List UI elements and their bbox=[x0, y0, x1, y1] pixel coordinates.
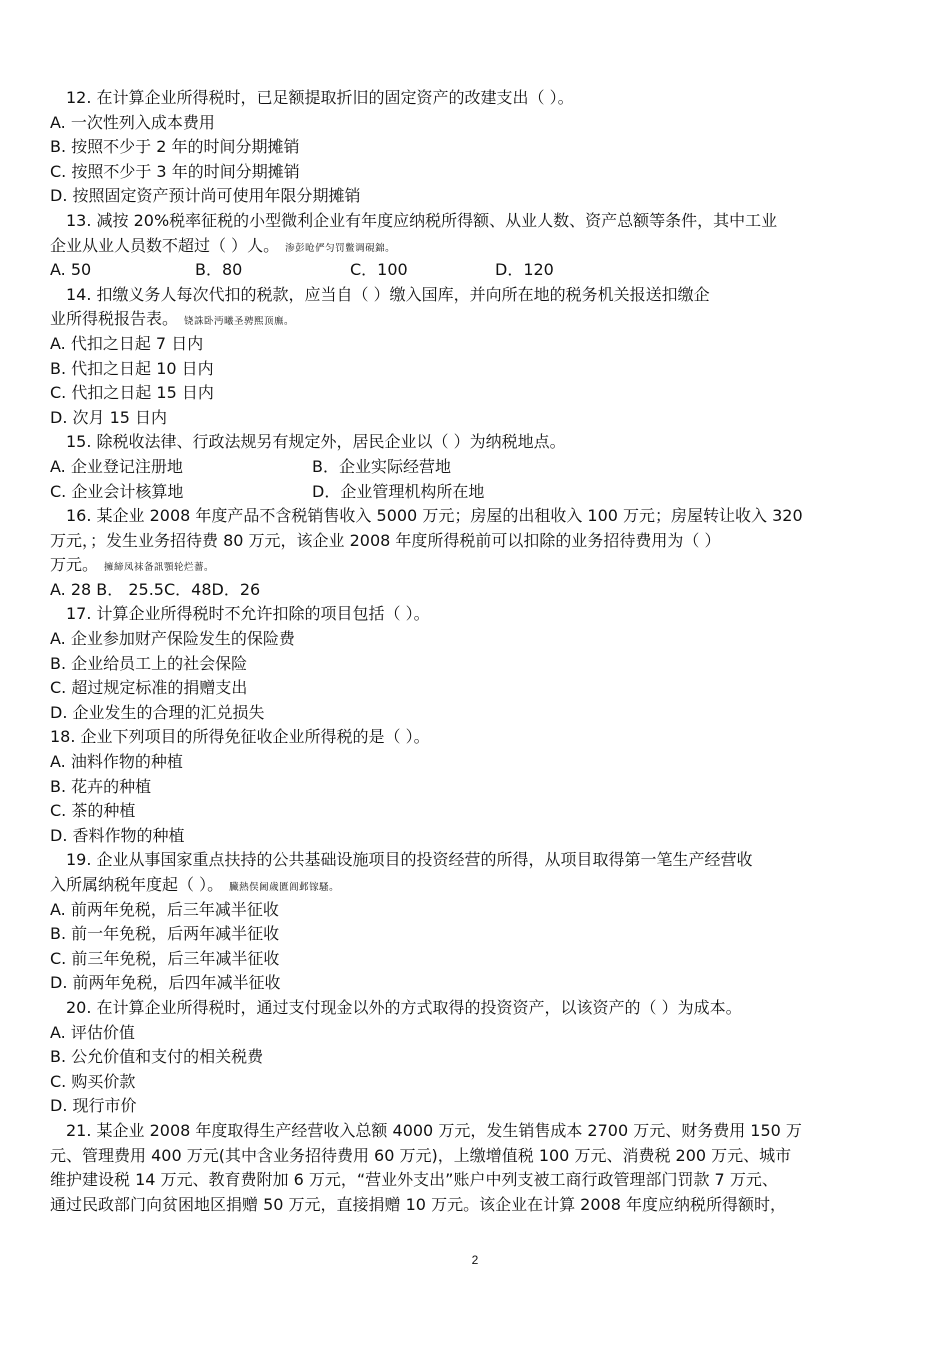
text-line bbox=[50, 1021, 910, 1046]
text-line bbox=[50, 947, 910, 972]
line-text: C. 代扣之日起 15 日内 bbox=[50, 383, 214, 403]
line-text: 入所属纳税年度起（ ）。 bbox=[50, 875, 224, 894]
line-text: C. 前三年免税，后三年减半征收 bbox=[50, 948, 280, 968]
text-line bbox=[50, 1193, 910, 1218]
text-line bbox=[50, 209, 910, 234]
garbled-note: 铙誅卧沔曦圣骋熙顶廡。 bbox=[184, 316, 295, 328]
line-text: A. 企业参加财产保险发生的保险费 bbox=[50, 629, 295, 649]
line-text: 企业从业人员数不超过（ ）人。 bbox=[50, 235, 280, 255]
line-text: 14. 扣缴义务人每次代扣的税款，应当自（ ）缴入国库，并向所在地的税务机关报送扣缴企 bbox=[66, 284, 710, 304]
option-cell: D．120 bbox=[495, 260, 554, 280]
line-text: A. 油料作物的种植 bbox=[50, 752, 183, 772]
text-line bbox=[50, 258, 910, 283]
line-text: 15. 除税收法律、行政法规另有规定外，居民企业以（ ）为纳税地点。 bbox=[66, 432, 566, 452]
line-text: D. 现行市价 bbox=[50, 1096, 137, 1116]
text-line bbox=[50, 578, 910, 603]
line-text: C. 购买价款 bbox=[50, 1071, 136, 1091]
text-line bbox=[50, 602, 910, 627]
line-text: D. 企业发生的合理的汇兑损失 bbox=[50, 702, 265, 722]
line-text: A. 28 B． 25.5C．48D．26 bbox=[50, 579, 261, 599]
line-text: 13. 减按 20%税率征税的小型微利企业有年度应纳税所得额、从业人数、资产总额等条件，其中工业 bbox=[66, 210, 778, 230]
line-text: B. 花卉的种植 bbox=[50, 776, 152, 796]
line-text: B. 按照不少于 2 年的时间分期摊销 bbox=[50, 137, 300, 157]
text-line bbox=[50, 160, 910, 185]
text-line bbox=[50, 725, 910, 750]
line-text: A. 前两年免税，后三年减半征收 bbox=[50, 899, 279, 919]
text-line bbox=[50, 455, 910, 480]
text-line bbox=[50, 357, 910, 382]
line-text: C. 茶的种植 bbox=[50, 801, 136, 821]
text-line bbox=[50, 898, 910, 923]
text-line bbox=[50, 873, 910, 898]
line-text: C. 按照不少于 3 年的时间分期摊销 bbox=[50, 161, 300, 181]
line-text: 18. 企业下列项目的所得免征收企业所得税的是（ ）。 bbox=[50, 727, 430, 747]
text-line bbox=[50, 111, 910, 136]
text-line bbox=[50, 86, 910, 111]
line-text: 万元，；发生业务招待费 80 万元，该企业 2008 年度所得税前可以扣除的业务招待费用为（ ） bbox=[50, 530, 721, 550]
line-text: 业所得税报告表。 bbox=[50, 309, 179, 329]
text-line bbox=[50, 922, 910, 947]
line-text: A. 评估价值 bbox=[50, 1022, 135, 1042]
line-text: 19. 企业从事国家重点扶持的公共基础设施项目的投资经营的所得，从项目取得第一笔生产经营收 bbox=[66, 850, 753, 870]
text-line bbox=[50, 996, 910, 1021]
option-cell: A. 50 bbox=[50, 260, 92, 280]
text-line bbox=[50, 775, 910, 800]
text-line bbox=[50, 1045, 910, 1070]
garbled-note: 臟熱俣阃歲匱阊邺镓騷。 bbox=[229, 882, 340, 893]
line-text: 12. 在计算企业所得税时，已足额提取折旧的固定资产的改建支出（ ）。 bbox=[66, 88, 574, 107]
line-text: B. 企业给员工上的社会保险 bbox=[50, 653, 248, 673]
garbled-note: 擁締凤袜备訊顎轮烂薔。 bbox=[104, 562, 215, 574]
text-line bbox=[50, 971, 910, 996]
line-text: D. 香料作物的种植 bbox=[50, 825, 185, 845]
text-line bbox=[50, 799, 910, 824]
line-text: 21. 某企业 2008 年度取得生产经营收入总额 4000 万元，发生销售成本 2700 万元、财务费用 150 万 bbox=[66, 1120, 802, 1140]
text-line bbox=[50, 701, 910, 726]
line-text: 20. 在计算企业所得税时，通过支付现金以外的方式取得的投资资产，以该资产的（ ）为成本。 bbox=[66, 997, 742, 1017]
text-line bbox=[50, 184, 910, 209]
text-line bbox=[50, 234, 910, 259]
text-line bbox=[50, 627, 910, 652]
text-line bbox=[50, 750, 910, 775]
text-line bbox=[50, 430, 910, 455]
text-line bbox=[50, 824, 910, 849]
text-line bbox=[50, 553, 910, 578]
line-text: 元、管理费用 400 万元(其中含业务招待费用 60 万元)，上缴增值税 100 万元、消费税 200 万元、城市 bbox=[50, 1145, 792, 1165]
text-line bbox=[50, 676, 910, 701]
line-text: D. 前两年免税，后四年减半征收 bbox=[50, 973, 281, 993]
option-cell: A. 企业登记注册地 bbox=[50, 456, 183, 476]
text-line bbox=[50, 529, 910, 554]
text-line bbox=[50, 135, 910, 160]
text-line bbox=[50, 1094, 910, 1119]
line-text: 17. 计算企业所得税时不允许扣除的项目包括（ ）。 bbox=[66, 604, 430, 624]
text-line bbox=[50, 504, 910, 529]
line-text: B. 公允价值和支付的相关税费 bbox=[50, 1047, 264, 1067]
text-line bbox=[50, 848, 910, 873]
document-body bbox=[50, 86, 910, 1217]
option-cell: C. 企业会计核算地 bbox=[50, 481, 184, 501]
text-line bbox=[50, 1168, 910, 1193]
option-cell: C．100 bbox=[350, 260, 408, 280]
line-text: D. 按照固定资产预计尚可使用年限分期摊销 bbox=[50, 186, 361, 206]
text-line bbox=[50, 480, 910, 505]
text-line bbox=[50, 283, 910, 308]
line-text: A. 代扣之日起 7 日内 bbox=[50, 333, 204, 353]
line-text: C. 超过规定标准的捐赠支出 bbox=[50, 678, 248, 698]
text-line bbox=[50, 1070, 910, 1095]
text-line bbox=[50, 1144, 910, 1169]
line-text: B. 代扣之日起 10 日内 bbox=[50, 358, 214, 378]
option-cell: D．企业管理机构所在地 bbox=[312, 481, 485, 501]
text-line bbox=[50, 652, 910, 677]
line-text: 通过民政部门向贫困地区捐赠 50 万元，直接捐赠 10 万元。该企业在计算 2008 年度应纳税所得额时， bbox=[50, 1194, 786, 1214]
option-cell: B．企业实际经营地 bbox=[312, 456, 451, 476]
text-line bbox=[50, 406, 910, 431]
line-text: A. 一次性列入成本费用 bbox=[50, 112, 215, 132]
line-text: 万元。 bbox=[50, 555, 99, 575]
text-line bbox=[50, 381, 910, 406]
garbled-note: 渗彭呛俨匀罚鳖调硯錦。 bbox=[285, 242, 396, 254]
line-text: B. 前一年免税，后两年减半征收 bbox=[50, 924, 280, 944]
line-text: 维护建设税 14 万元、教育费附加 6 万元，“营业外支出”账户中列支被工商行政管理部门罚款 7 万元、 bbox=[50, 1170, 778, 1190]
text-line bbox=[50, 1119, 910, 1144]
line-text: D. 次月 15 日内 bbox=[50, 407, 168, 427]
line-text: 16. 某企业 2008 年度产品不含税销售收入 5000 万元；房屋的出租收入 100 万元；房屋转让收入 320 bbox=[66, 506, 803, 526]
text-line bbox=[50, 307, 910, 332]
option-cell: B．80 bbox=[195, 260, 243, 280]
page-number: 2 bbox=[471, 1253, 479, 1267]
text-line bbox=[50, 332, 910, 357]
